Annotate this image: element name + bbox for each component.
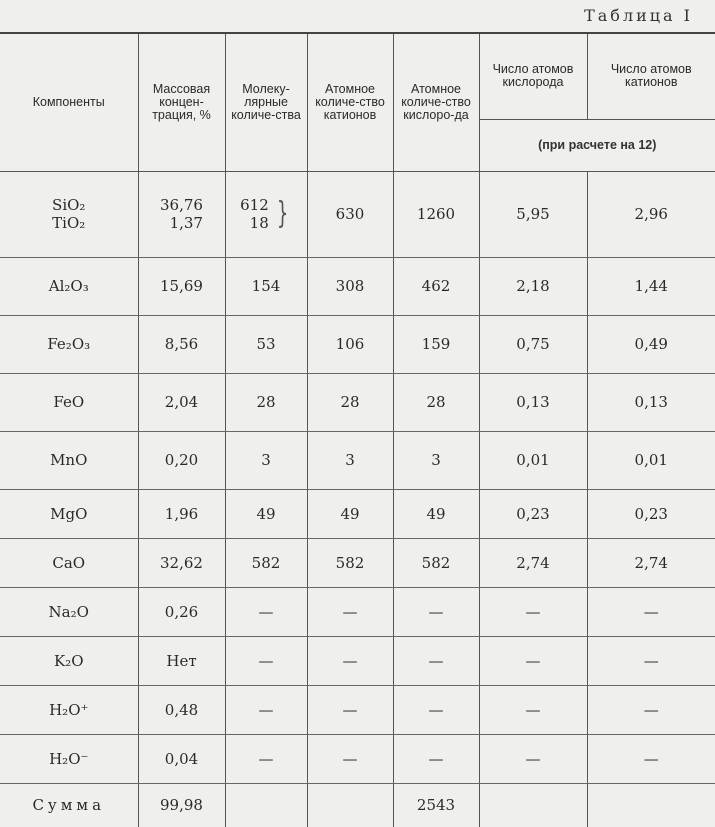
n-cat-cell: — xyxy=(587,685,715,734)
table-caption: Таблица I xyxy=(584,6,693,25)
component-cell: Na₂O xyxy=(0,587,138,636)
table-row xyxy=(0,734,715,783)
n-oxy-cell: 0,75 xyxy=(479,315,587,373)
at-oxy-cell: 1260 xyxy=(393,171,479,257)
n-oxy-cell: 5,95 xyxy=(479,171,587,257)
mass-cell: 0,04 xyxy=(138,734,225,783)
mass-cell: 15,69 xyxy=(138,257,225,315)
component-cell: MgO xyxy=(0,489,138,538)
at-oxy-cell: — xyxy=(393,636,479,685)
sum-row xyxy=(0,783,715,827)
header-components: Компоненты xyxy=(0,33,138,171)
component-cell: K₂O xyxy=(0,636,138,685)
component-cell xyxy=(0,171,138,257)
at-oxy-cell: 462 xyxy=(393,257,479,315)
sum-n-cat xyxy=(587,783,715,827)
at-oxy-cell: 49 xyxy=(393,489,479,538)
at-oxy-cell: 28 xyxy=(393,373,479,431)
mol-cell: — xyxy=(225,636,307,685)
table-row xyxy=(0,685,715,734)
header-mass-concentration: Массовая концен-трация, % xyxy=(138,33,225,171)
at-oxy-cell: — xyxy=(393,685,479,734)
mass-cell xyxy=(138,171,225,257)
n-oxy-cell: 0,01 xyxy=(479,431,587,489)
at-cat-cell: 28 xyxy=(307,373,393,431)
header-cation-atoms: Число атомов катионов xyxy=(587,33,715,119)
table-row xyxy=(0,257,715,315)
mol-cell: 3 xyxy=(225,431,307,489)
table-row xyxy=(0,587,715,636)
component-cell: FeO xyxy=(0,373,138,431)
at-cat-cell: — xyxy=(307,587,393,636)
n-cat-cell: 2,96 xyxy=(587,171,715,257)
mol-cell: — xyxy=(225,587,307,636)
at-cat-cell: 106 xyxy=(307,315,393,373)
table-row xyxy=(0,489,715,538)
header-oxygen-atoms: Число атомов кислорода xyxy=(479,33,587,119)
table-row xyxy=(0,315,715,373)
table-row xyxy=(0,538,715,587)
n-cat-cell: 0,01 xyxy=(587,431,715,489)
at-cat-cell: 582 xyxy=(307,538,393,587)
n-oxy-cell: 0,23 xyxy=(479,489,587,538)
sum-mol xyxy=(225,783,307,827)
n-oxy-cell: 2,18 xyxy=(479,257,587,315)
n-cat-cell: — xyxy=(587,587,715,636)
component-tio2: TiO₂ xyxy=(52,214,86,232)
at-cat-cell: 49 xyxy=(307,489,393,538)
at-cat-cell: — xyxy=(307,685,393,734)
n-cat-cell: 0,49 xyxy=(587,315,715,373)
at-oxy-cell: 582 xyxy=(393,538,479,587)
mass-value-b: 1,37 xyxy=(169,214,203,232)
at-cat-cell: 308 xyxy=(307,257,393,315)
mass-cell: 2,04 xyxy=(138,373,225,431)
table-row xyxy=(0,373,715,431)
header-atomic-cations: Атомное количе-ство катионов xyxy=(307,33,393,171)
component-cell: CaO xyxy=(0,538,138,587)
mol-cell: 154 xyxy=(225,257,307,315)
mol-value-b: 18 xyxy=(249,214,269,232)
sum-at-cat xyxy=(307,783,393,827)
mol-cell xyxy=(225,171,307,257)
n-cat-cell: — xyxy=(587,734,715,783)
header-calc-note: (при расчете на 12) xyxy=(479,119,715,171)
n-cat-cell: 0,23 xyxy=(587,489,715,538)
n-oxy-cell: 2,74 xyxy=(479,538,587,587)
header-atomic-oxygen: Атомное количе-ство кислоро-да xyxy=(393,33,479,171)
mol-cell: 28 xyxy=(225,373,307,431)
mol-cell: 49 xyxy=(225,489,307,538)
mol-cell: — xyxy=(225,685,307,734)
n-oxy-cell: — xyxy=(479,734,587,783)
table-row xyxy=(0,171,715,257)
sum-n-oxy xyxy=(479,783,587,827)
table-row xyxy=(0,636,715,685)
at-oxy-cell: 3 xyxy=(393,431,479,489)
mass-cell: 1,96 xyxy=(138,489,225,538)
at-oxy-cell: 159 xyxy=(393,315,479,373)
mass-cell: 0,26 xyxy=(138,587,225,636)
n-cat-cell: 1,44 xyxy=(587,257,715,315)
mass-cell: Нет xyxy=(138,636,225,685)
at-oxy-cell: — xyxy=(393,587,479,636)
component-cell: Fe₂O₃ xyxy=(0,315,138,373)
table-row xyxy=(0,431,715,489)
n-oxy-cell: — xyxy=(479,685,587,734)
mol-cell: 53 xyxy=(225,315,307,373)
brace-icon: } xyxy=(276,196,289,231)
sum-label: Сумма xyxy=(0,783,138,827)
component-sio2: SiO₂ xyxy=(52,196,86,214)
n-cat-cell: — xyxy=(587,636,715,685)
n-oxy-cell: — xyxy=(479,636,587,685)
at-cat-cell: 630 xyxy=(307,171,393,257)
n-cat-cell: 0,13 xyxy=(587,373,715,431)
sum-at-oxy: 2543 xyxy=(393,783,479,827)
n-cat-cell: 2,74 xyxy=(587,538,715,587)
at-cat-cell: — xyxy=(307,734,393,783)
mass-value-a: 36,76 xyxy=(160,196,203,214)
mass-cell: 8,56 xyxy=(138,315,225,373)
sum-mass: 99,98 xyxy=(138,783,225,827)
at-cat-cell: 3 xyxy=(307,431,393,489)
header-molecular-quantities: Молеку-лярные количе-ства xyxy=(225,33,307,171)
mass-cell: 32,62 xyxy=(138,538,225,587)
n-oxy-cell: 0,13 xyxy=(479,373,587,431)
mass-cell: 0,20 xyxy=(138,431,225,489)
component-cell: Al₂O₃ xyxy=(0,257,138,315)
mol-value-a: 612 xyxy=(240,196,269,214)
component-cell: MnO xyxy=(0,431,138,489)
composition-table xyxy=(0,32,715,827)
n-oxy-cell: — xyxy=(479,587,587,636)
mol-cell: 582 xyxy=(225,538,307,587)
mass-cell: 0,48 xyxy=(138,685,225,734)
component-cell: H₂O⁺ xyxy=(0,685,138,734)
component-cell: H₂O⁻ xyxy=(0,734,138,783)
at-oxy-cell: — xyxy=(393,734,479,783)
mol-cell: — xyxy=(225,734,307,783)
at-cat-cell: — xyxy=(307,636,393,685)
